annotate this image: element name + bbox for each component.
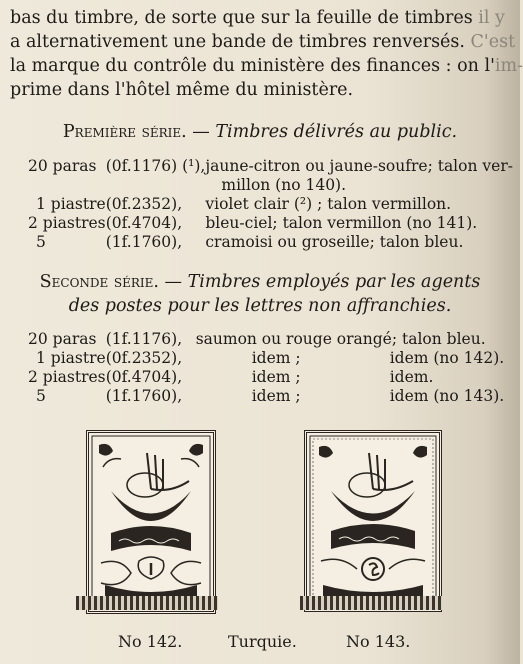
serie2-heading: Seconde série. — Timbres employés par les agents bbox=[39, 272, 481, 292]
stamp-142-image bbox=[86, 430, 216, 614]
stamp-143-tab bbox=[300, 596, 442, 610]
tughra-stamp-142-icon bbox=[89, 433, 213, 611]
serie1-heading: Première série. — Timbres délivrés au public. bbox=[62, 122, 458, 142]
caption-no-142: No 142. bbox=[118, 632, 183, 651]
serie2-table bbox=[28, 330, 504, 406]
serie2-heading-line2: des postes pour les lettres non affranchies. bbox=[68, 296, 452, 316]
table-row: 2 piastres (0f.4704), bleu-ciel; talon vermillon (no 141). bbox=[28, 214, 478, 232]
table-row: 1 piastre (0f.2352), violet clair (²) ; talon vermillon. bbox=[36, 195, 452, 213]
table-row: 20 paras (0f.1176) (¹), jaune-citron ou jaune-soufre; talon ver- bbox=[28, 157, 513, 175]
intro-line: a alternativement une bande de timbres renversés. C'est bbox=[10, 32, 516, 52]
stamp-143-image bbox=[304, 430, 442, 612]
intro-line: la marque du contrôle du ministère des finances : on l'im- bbox=[10, 56, 523, 76]
intro-line: prime dans l'hôtel même du ministère. bbox=[10, 80, 354, 100]
serie1-table bbox=[28, 157, 513, 252]
caption-no-143: No 143. bbox=[346, 632, 411, 651]
table-row: millon (no 140). bbox=[221, 176, 347, 194]
tughra-stamp-143-icon bbox=[307, 433, 439, 609]
caption-turquie: Turquie. bbox=[228, 632, 297, 651]
table-row: 2 piastres (0f.4704), idem ; idem. bbox=[28, 368, 434, 386]
table-row: 20 paras (1f.1176), saumon ou rouge orangé; talon bleu. bbox=[28, 330, 486, 348]
table-row: 5 (1f.1760), cramoisi ou groseille; talon bleu. bbox=[36, 233, 464, 251]
table-row: 1 piastre (0f.2352), idem ; idem (no 142). bbox=[36, 349, 505, 367]
stamp-142-tab bbox=[76, 596, 218, 610]
intro-line: bas du timbre, de sorte que sur la feuille de timbres il y bbox=[10, 8, 505, 28]
intro-paragraph bbox=[10, 6, 523, 102]
table-row: 5 (1f.1760), idem ; idem (no 143). bbox=[36, 387, 505, 405]
